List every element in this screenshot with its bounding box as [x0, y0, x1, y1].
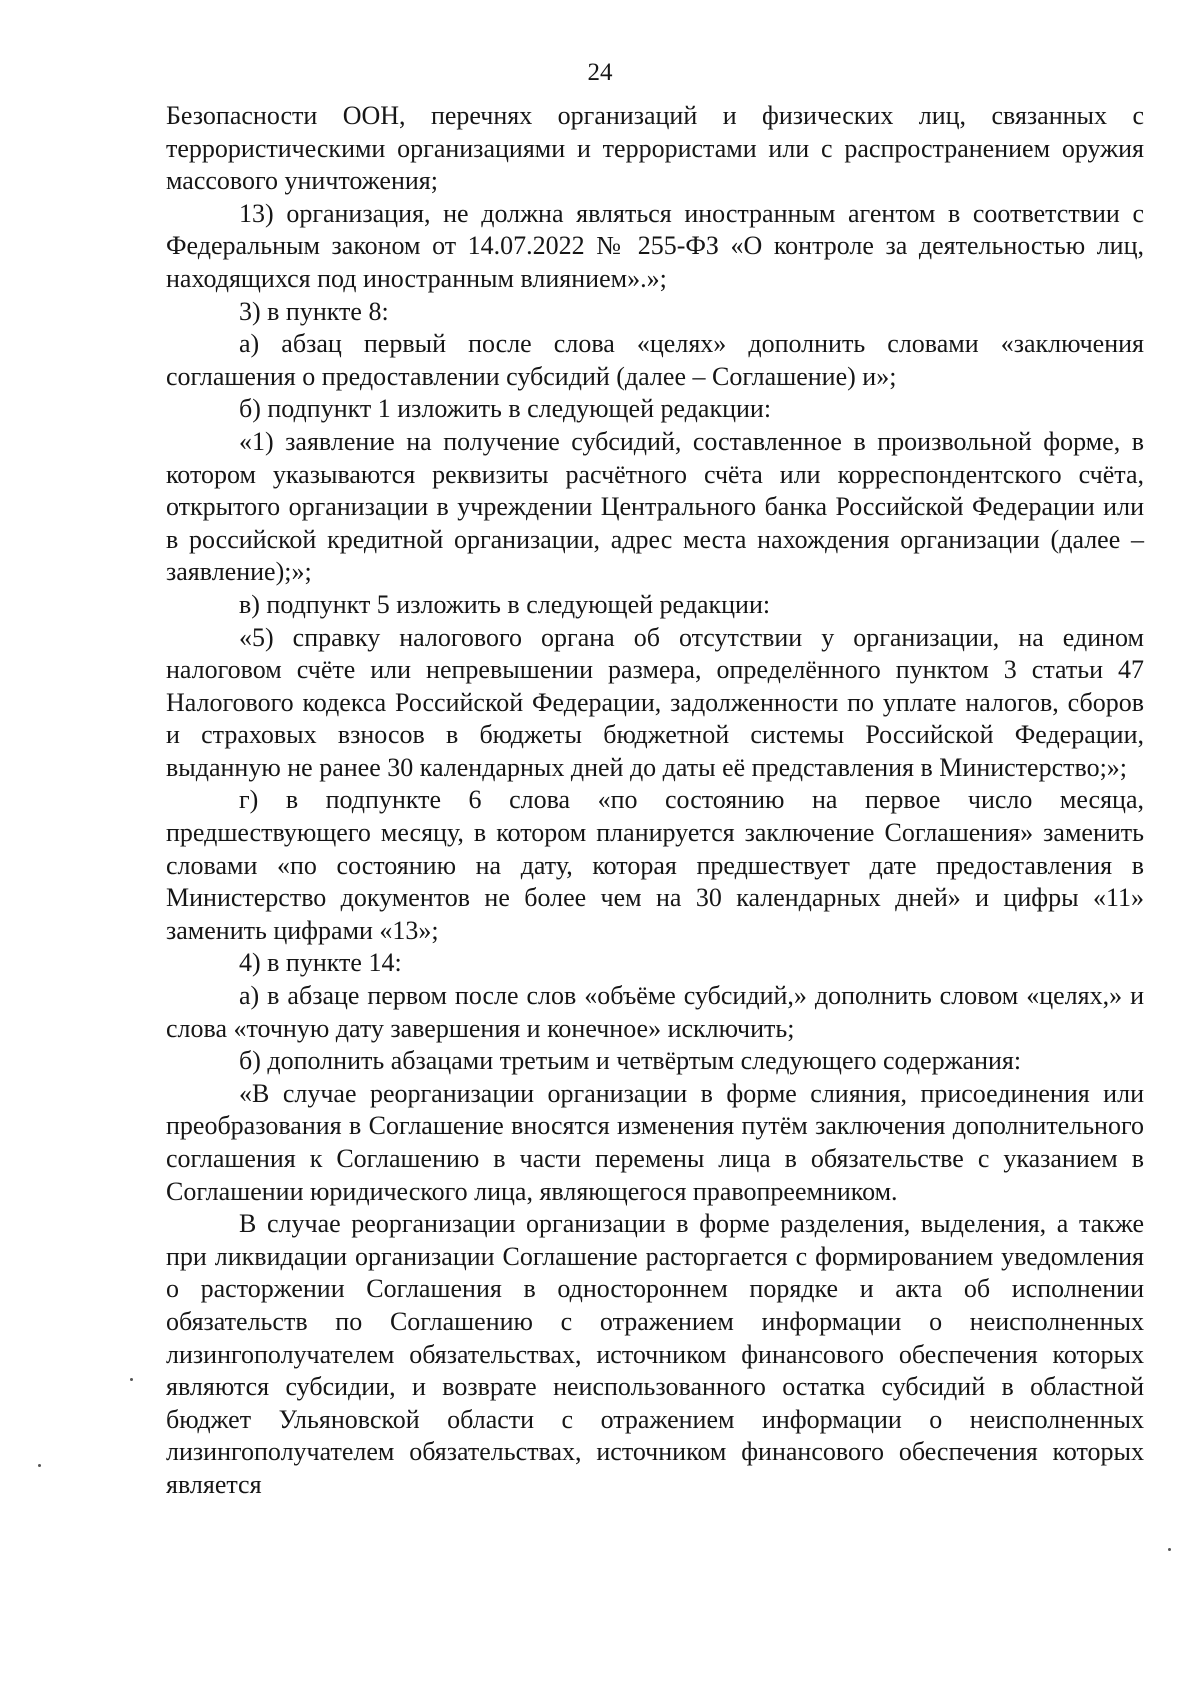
paragraph: б) дополнить абзацами третьим и четвёртым следующего содержания: — [239, 1046, 1022, 1076]
paragraph: Безопасности ООН, перечнях организаций и физических лиц, связанных с террористическими организациями и террористами или с распространением оружия массового уничтожения; — [166, 101, 1144, 196]
page-number: 24 — [587, 59, 613, 86]
paragraph: «1) заявление на получение субсидий, составленное в произвольной форме, в котором указываются реквизиты расчётного счёта или корреспондентского счёта, открытого организации в учреждении Центрального банка Российской Федерации или в российской кредитной организации, адрес места нахождения организации (далее – заявление);»; — [166, 426, 1144, 587]
document-body — [166, 100, 1144, 1502]
paragraph: В случае реорганизации организации в форме разделения, выделения, а также при ликвидации организации Соглашение расторгается с формированием уведомления о расторжении Соглашения в одностороннем порядке и акта об исполнении обязательств по Соглашению с отражением информации о неисполненных лизингополучателем обязательствах, источником финансового обеспечения которых являются субсидии, и возврате неиспользованного остатка субсидий в областной бюджет Ульяновской области с отражением информации о неисполненных лизингополучателем обязательствах, источником финансового обеспечения которых является — [166, 1209, 1144, 1499]
paragraph: а) в абзаце первом после слов «объёме субсидий,» дополнить словом «целях,» и слова «точную дату завершения и конечное» исключить; — [166, 981, 1144, 1043]
paragraph: 13) организация, не должна являться иностранным агентом в соответствии с Федеральным законом от 14.07.2022 № 255-ФЗ «О контроле за деятельностью лиц, находящихся под иностранным влиянием».»; — [166, 198, 1144, 293]
paragraph: а) абзац первый после слова «целях» дополнить словами «заключения соглашения о предоставлении субсидий (далее – Соглашение) и»; — [166, 329, 1144, 391]
scan-speck — [1168, 1548, 1171, 1551]
paragraph: б) подпункт 1 изложить в следующей редакции: — [239, 394, 772, 424]
paragraph: 4) в пункте 14: — [239, 948, 402, 978]
paragraph: 3) в пункте 8: — [239, 296, 389, 326]
paragraph: «В случае реорганизации организации в форме слияния, присоединения или преобразования в Соглашение вносятся изменения путём заключения дополнительного соглашения к Соглашению в части перемены лица в обязательстве с указанием в Соглашении юридического лица, являющегося правопреемником. — [166, 1078, 1144, 1206]
scan-speck — [130, 1378, 133, 1381]
paragraph: в) подпункт 5 изложить в следующей редакции: — [239, 589, 771, 619]
paragraph: «5) справку налогового органа об отсутствии у организации, на едином налоговом счёте или непревышении размера, определённого пунктом 3 статьи 47 Налогового кодекса Российской Федерации, задолженности по уплате налогов, сборов и страховых взносов в бюджеты бюджетной системы Российской Федерации, выданную не ранее 30 календарных дней до даты её представления в Министерство;»; — [166, 622, 1144, 782]
paragraph: г) в подпункте 6 слова «по состоянию на первое число месяца, предшествующего месяцу, в котором планируется заключение Соглашения» заменить словами «по состоянию на дату, которая предшествует дате предоставления в Министерство документов не более чем на 30 календарных дней» и цифры «11» заменить цифрами «13»; — [166, 785, 1144, 945]
scan-speck — [38, 1464, 41, 1467]
